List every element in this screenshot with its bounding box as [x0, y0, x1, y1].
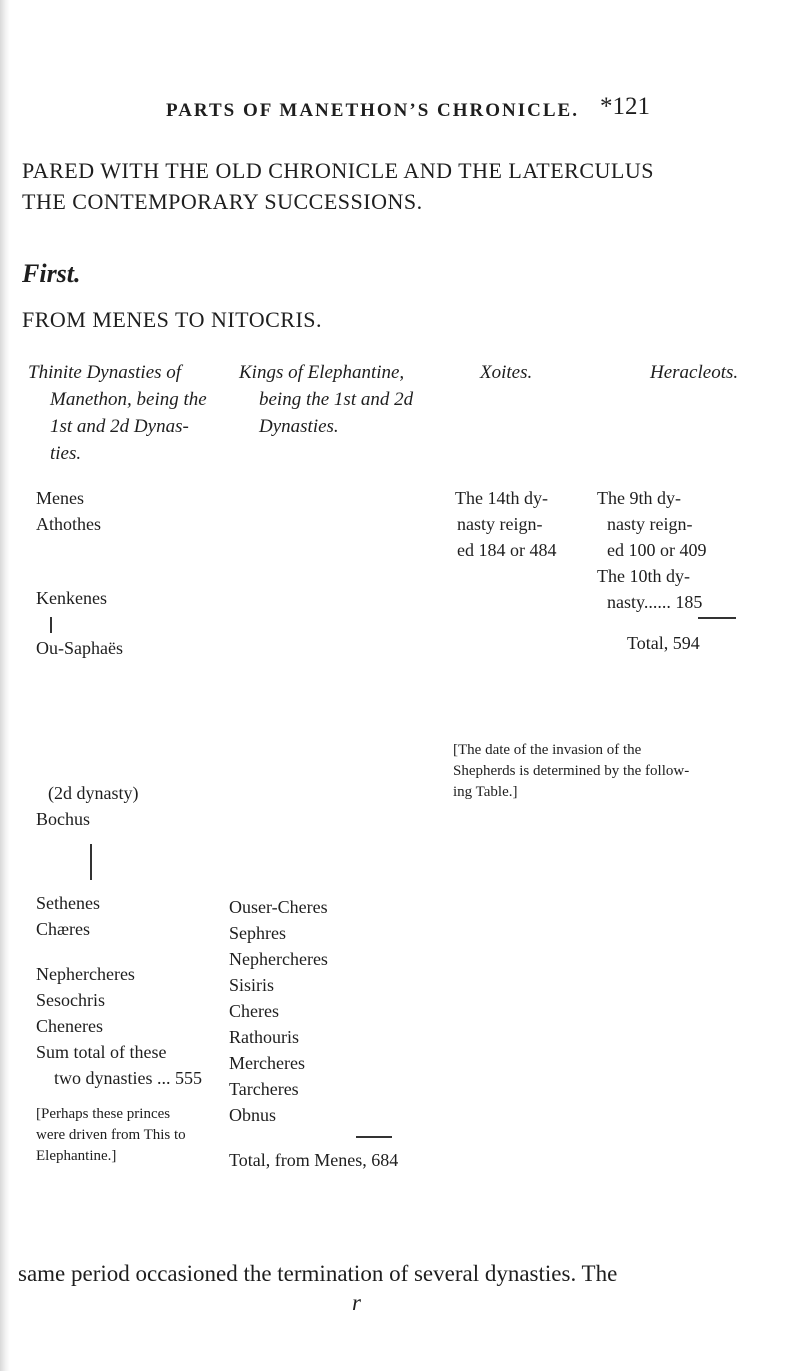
page-number: *121: [600, 93, 650, 120]
king-name: Sephres: [229, 923, 286, 943]
page-gutter: [0, 0, 10, 1371]
king-name: Cheneres: [36, 1016, 103, 1036]
heading-line-2: THE CONTEMPORARY SUCCESSIONS.: [22, 189, 423, 214]
heracleots-line: The 9th dy-: [597, 488, 681, 508]
column-heading-xoites: Xoites.: [480, 362, 533, 383]
thinite-kings-group-1: [36, 485, 101, 537]
section-label-first: First.: [22, 259, 81, 288]
running-head-title: PARTS OF MANETHON’S CHRONICLE.: [166, 100, 579, 121]
sum-total-line-2: two dynasties ... 555: [54, 1068, 202, 1088]
ditto-bar: [50, 617, 52, 633]
heracleots-text: [597, 485, 706, 615]
column-heading-thinite: [28, 359, 238, 467]
dynasty-label: (2d dynasty): [48, 783, 139, 803]
elephantine-head-line: being the 1st and 2d: [259, 389, 414, 410]
king-name: Sethenes: [36, 893, 100, 913]
sum-total-line-1: Sum total of these: [36, 1042, 167, 1062]
heracleots-total: Total, 594: [627, 633, 700, 653]
heracleots-line: nasty reign-: [607, 514, 693, 534]
xoites-text: [455, 485, 556, 563]
elephantine-total: Total, from Menes, 684: [229, 1150, 399, 1170]
column-heading-heracleots: Heracleots.: [650, 362, 739, 383]
note-line: [Perhaps these princes: [36, 1106, 171, 1122]
thinite-head-line: 1st and 2d Dynas-: [50, 416, 189, 437]
king-name: Nephercheres: [36, 964, 135, 984]
king-name: Sisiris: [229, 975, 275, 995]
king-name: Obnus: [229, 1105, 277, 1125]
total-rule: [356, 1136, 392, 1138]
thinite-head-line: Manethon, being the: [50, 389, 207, 410]
elephantine-note: [36, 1104, 236, 1167]
xoites-line: The 14th dy-: [455, 488, 548, 508]
catchline: same period occasioned the termination of several dynasties. The: [18, 1261, 618, 1286]
king-name: Mercheres: [229, 1053, 305, 1073]
king-name: Cheres: [229, 1001, 279, 1021]
total-rule: [698, 617, 736, 619]
thinite-kings-group-5: [36, 890, 100, 942]
xoites-line: ed 184 or 484: [457, 540, 557, 560]
heracleots-line: nasty...... 185: [607, 592, 703, 612]
heracleots-line: ed 100 or 409: [607, 540, 707, 560]
king-name: Menes: [36, 488, 84, 508]
ditto-bar: [90, 844, 92, 880]
king-name: Ou-Saphaës: [36, 638, 123, 658]
king-name: Chæres: [36, 919, 90, 939]
king-name: Rathouris: [229, 1027, 299, 1047]
signature-mark: r: [352, 1290, 361, 1315]
king-name: Nephercheres: [229, 949, 328, 969]
thinite-head-line: Thinite Dynasties of: [28, 362, 182, 383]
note-line: Elephantine.]: [36, 1148, 117, 1164]
thinite-head-line: ties.: [50, 443, 82, 464]
heading-line-1: PARED WITH THE OLD CHRONICLE AND THE LATERCULUS: [22, 158, 654, 183]
king-name: Sesochris: [36, 990, 105, 1010]
note-line: ing Table.]: [453, 784, 518, 800]
xoites-line: nasty reign-: [457, 514, 543, 534]
elephantine-head-line: Kings of Elephantine,: [239, 362, 405, 383]
elephantine-head-line: Dynasties.: [259, 416, 339, 437]
note-line: Shepherds is determined by the follow-: [453, 763, 690, 779]
note-line: were driven from This to: [36, 1127, 186, 1143]
king-name: Bochus: [36, 809, 90, 829]
column-heading-elephantine: [239, 359, 449, 440]
king-name: Tarcheres: [229, 1079, 299, 1099]
king-name: Athothes: [36, 514, 101, 534]
elephantine-kings-list: [229, 894, 328, 1128]
heracleots-line: The 10th dy-: [597, 566, 690, 586]
shepherds-note: [453, 740, 753, 803]
thinite-kings-group-6: [36, 961, 135, 1039]
note-line: [The date of the invasion of the: [453, 742, 642, 758]
king-name: Ouser-Cheres: [229, 897, 328, 917]
section-range: FROM MENES TO NITOCRIS.: [22, 307, 323, 332]
king-name: Kenkenes: [36, 588, 107, 608]
